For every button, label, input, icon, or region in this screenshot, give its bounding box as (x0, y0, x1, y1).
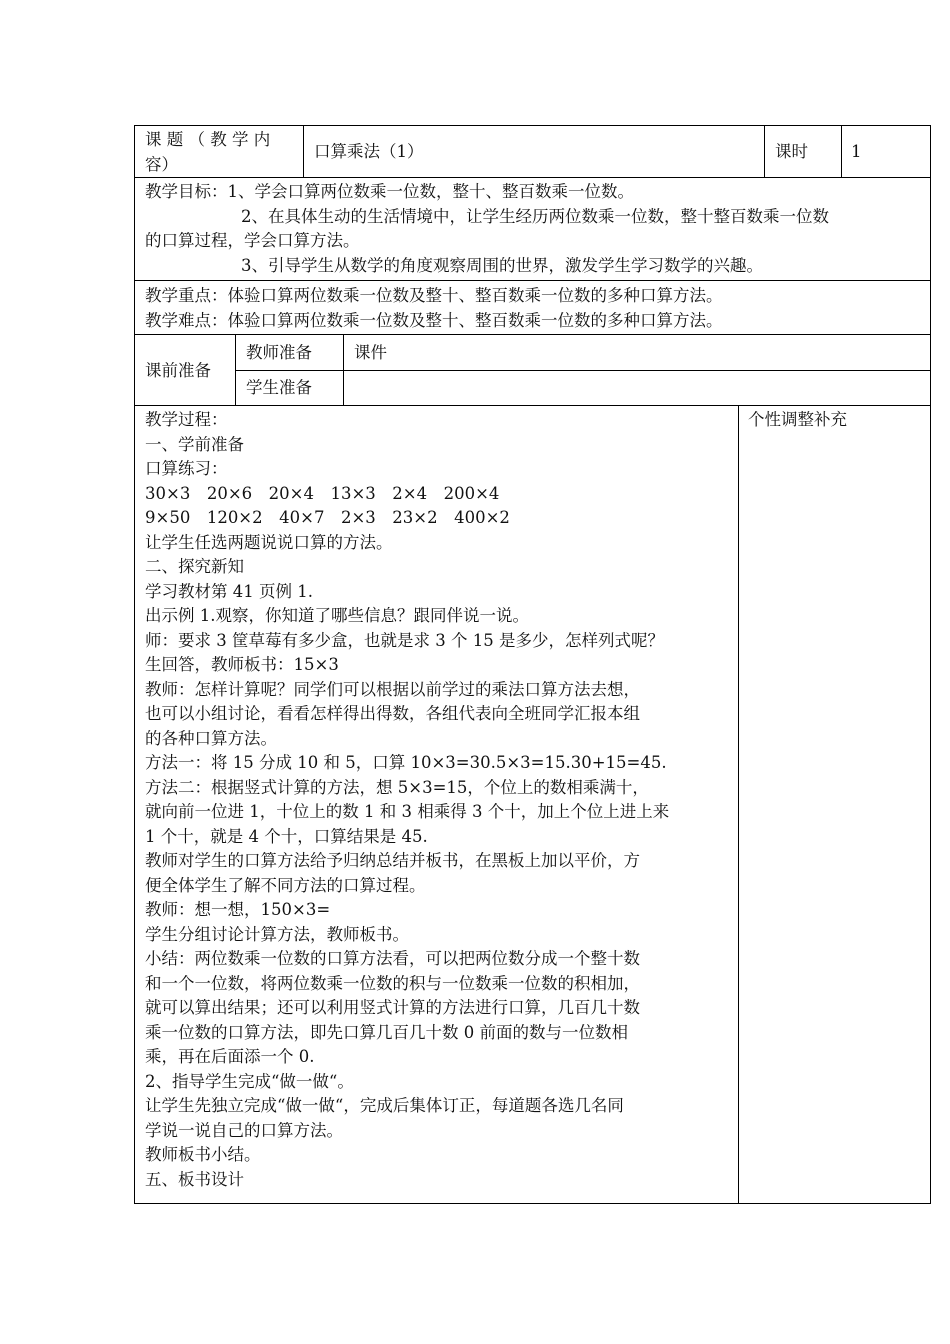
process-line: 乘一位数的口算方法，即先口算几百几十数 0 前面的数与一位数相 (145, 1022, 628, 1042)
topic-label-line1: 课 题 （ 教 学 内 (145, 130, 271, 149)
process-line: 二、探究新知 (145, 557, 244, 576)
process-line: 和一个一位数，将两位数乘一位数的积与一位数乘一位数的积相加， (145, 973, 640, 993)
col-divider (303, 125, 304, 178)
process-line: 学生分组讨论计算方法，教师板书。 (145, 924, 409, 944)
col-divider (235, 334, 236, 406)
table-border-right (930, 125, 931, 1204)
key-point: 教学重点：体验口算两位数乘一位数及整十、整百数乘一位数的多种口算方法。 (145, 286, 723, 305)
col-divider (738, 405, 739, 1204)
row-divider (134, 177, 931, 178)
objectives-block (145, 180, 829, 278)
process-line: 师：要求 3 筐草莓有多少盒，也就是求 3 个 15 是多少，怎样列式呢？ (145, 630, 664, 650)
period-label: 课时 (775, 142, 808, 161)
process-line: 教师板书小结。 (145, 1145, 261, 1164)
student-prep-label: 学生准备 (246, 378, 312, 397)
table-border-left (134, 125, 135, 1204)
row-divider (134, 280, 931, 281)
process-line: 就可以算出结果；还可以利用竖式计算的方法进行口算，几百几十数 (145, 998, 640, 1017)
col-divider (841, 125, 842, 178)
process-line: 乘，再在后面添一个 0. (145, 1047, 315, 1066)
process-line: 五、板书设计 (145, 1169, 244, 1189)
col-divider (343, 334, 344, 406)
objective-line: 教学目标：1、学会口算两位数乘一位数，整十、整百数乘一位数。 (145, 182, 634, 201)
process-line: 口算练习： (145, 459, 228, 478)
process-line: 教师对学生的口算方法给予归纳总结并板书，在黑板上加以平价，方 (145, 851, 640, 870)
process-line: 的各种口算方法。 (145, 728, 277, 748)
teacher-prep-value: 课件 (354, 343, 387, 362)
objective-line: 3、引导学生从数学的角度观察周围的世界，激发学生学习数学的兴趣。 (241, 255, 763, 275)
process-line: 让学生先独立完成“做一做“，完成后集体订正，每道题各选几名同 (145, 1096, 624, 1115)
process-line: 方法一：将 15 分成 10 和 5，口算 10×3=30.5×3=15.30+15=45. (145, 753, 667, 772)
process-text (145, 408, 669, 1192)
process-line: 学习教材第 41 页例 1. (145, 581, 313, 601)
process-line: 1 个十，就是 4 个十，口算结果是 45. (145, 826, 428, 846)
process-line: 出示例 1.观察，你知道了哪些信息？跟同伴说一说。 (145, 606, 529, 625)
process-line: 学说一说自己的口算方法。 (145, 1120, 343, 1140)
process-line: 9×50 120×2 40×7 2×3 23×2 400×2 (145, 508, 510, 527)
col-divider (764, 125, 765, 178)
topic-value: 口算乘法（1） (314, 142, 424, 161)
process-line: 教学过程： (145, 410, 228, 429)
teacher-prep-label: 教师准备 (246, 343, 312, 362)
process-line: 一、学前准备 (145, 434, 244, 454)
process-line: 便全体学生了解不同方法的口算过程。 (145, 875, 426, 895)
process-line: 教师：怎样计算呢？同学们可以根据以前学过的乘法口算方法去想， (145, 679, 640, 699)
table-border-top (134, 125, 931, 126)
row-divider (235, 370, 931, 371)
process-line: 生回答，教师板书：15×3 (145, 655, 339, 674)
process-line: 方法二：根据竖式计算的方法，想 5×3=15，个位上的数相乘满十， (145, 777, 649, 797)
process-line: 也可以小组讨论，看看怎样得出得数，各组代表向全班同学汇报本组 (145, 704, 640, 723)
topic-label (145, 128, 270, 177)
process-line: 就向前一位进 1，十位上的数 1 和 3 相乘得 3 个十，加上个位上进上来 (145, 802, 670, 821)
process-side-label: 个性调整补充 (748, 410, 847, 429)
objective-line: 的口算过程，学会口算方法。 (145, 231, 360, 250)
process-line: 2、指导学生完成“做一做“。 (145, 1071, 354, 1091)
row-divider (134, 334, 931, 335)
process-line: 小结：两位数乘一位数的口算方法看，可以把两位数分成一个整十数 (145, 949, 640, 968)
period-value: 1 (851, 142, 862, 161)
row-divider (134, 405, 931, 406)
topic-label-line2: 容） (145, 154, 178, 174)
table-border-bottom (134, 1203, 931, 1204)
focus-block (145, 284, 723, 333)
prep-label: 课前准备 (145, 361, 211, 380)
process-line: 教师：想一想，150×3= (145, 900, 331, 919)
process-line: 30×3 20×6 20×4 13×3 2×4 200×4 (145, 483, 500, 503)
objective-line: 2、在具体生动的生活情境中，让学生经历两位数乘一位数，整十整百数乘一位数 (241, 206, 829, 226)
process-line: 让学生任选两题说说口算的方法。 (145, 532, 393, 552)
difficulty-point: 教学难点：体验口算两位数乘一位数及整十、整百数乘一位数的多种口算方法。 (145, 310, 723, 330)
